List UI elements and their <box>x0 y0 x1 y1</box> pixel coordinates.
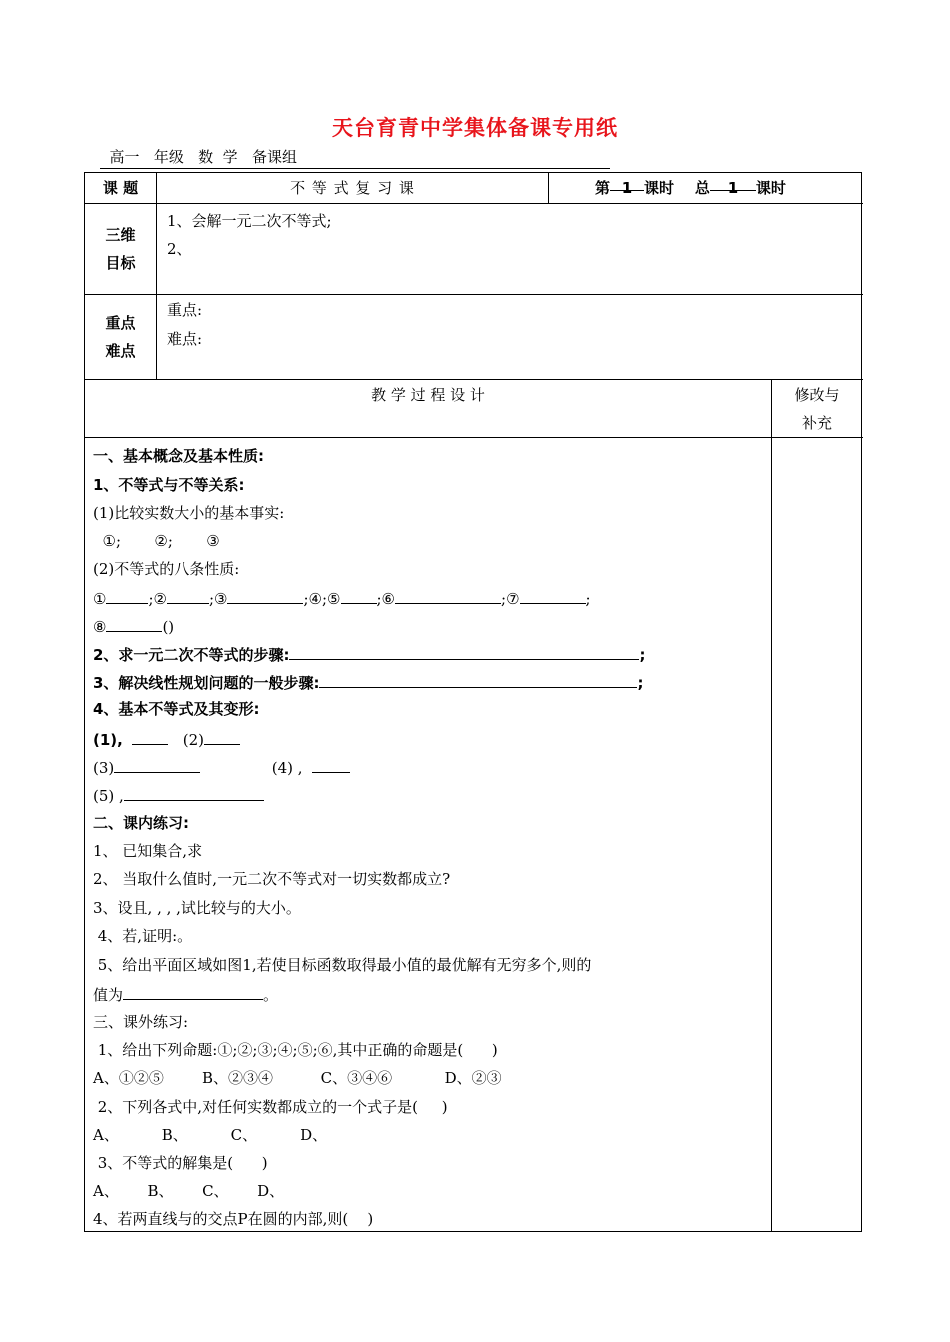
topic-label: 课 题 <box>102 179 139 197</box>
content-line: (2)不等式的八条性质: <box>93 560 240 578</box>
grade-subject-line: 高一 年级 数 学 备课组 <box>100 146 610 169</box>
difficulty-point: 难点: <box>167 330 203 348</box>
process-heading: 教 学 过 程 设 计 <box>371 386 485 404</box>
col-divider <box>548 173 549 203</box>
subsection-heading: 4、基本不等式及其变形: <box>93 700 260 718</box>
homework-options: A、 B、 C、 D、 <box>93 1182 285 1200</box>
homework-item: 2、下列各式中,对任何实数都成立的一个式子是( ) <box>93 1098 448 1116</box>
exercise-item: 值为 。 <box>93 983 278 1005</box>
formula-line: (1), (2) <box>93 728 240 750</box>
formula-line: (3) (4) , <box>93 756 350 778</box>
exercise-item: 3、设且, , , ,试比较与的大小。 <box>93 899 301 917</box>
formula-line: (5) , <box>93 784 264 806</box>
exercise-item: 4、若,证明:。 <box>93 927 193 945</box>
homework-item: 4、若两直线与的交点P在圆的内部,则( ) <box>93 1210 374 1228</box>
section-heading: 一、基本概念及基本性质: <box>93 447 264 465</box>
topic-value: 不 等 式 复 习 课 <box>290 179 415 197</box>
properties-line: ⑧ () <box>93 615 174 637</box>
exercise-item: 2、 当取什么值时,一元二次不等式对一切实数都成立? <box>93 870 451 888</box>
key-point: 重点: <box>167 301 203 319</box>
row-divider <box>85 379 863 380</box>
revision-heading: 修改与 补充 <box>794 386 840 432</box>
content-line: (1)比较实数大小的基本事实: <box>93 504 285 522</box>
homework-item: 1、给出下列命题:①;②;③;④;⑤;⑥,其中正确的命题是( ) <box>93 1041 498 1059</box>
section-heading: 二、课内练习: <box>93 814 189 832</box>
properties-line: ① ;② ;③ ;④;⑤ ;⑥ ;⑦ ; <box>93 587 591 609</box>
exercise-item: 5、给出平面区域如图1,若使目标函数取得最小值的最优解有无穷多个,则的 <box>93 956 592 974</box>
subsection-heading: 1、不等式与不等关系: <box>93 476 245 494</box>
goal-item: 1、会解一元二次不等式; <box>167 212 332 230</box>
exercise-item: 1、 已知集合,求 <box>93 842 203 860</box>
homework-options: A、 B、 C、 D、 <box>93 1126 328 1144</box>
homework-item: 3、不等式的解集是( ) <box>93 1154 268 1172</box>
content-line: ①; ②; ③ <box>93 532 220 550</box>
lesson-count: 第 1 课时 总 1 课时 <box>595 174 786 202</box>
homework-options: A、①②⑤ B、②③④ C、③④⑥ D、②③ <box>93 1069 502 1087</box>
subsection-heading: 2、求一元二次不等式的步骤: ; <box>93 643 645 665</box>
row-divider <box>85 437 863 438</box>
page-title: 天台育青中学集体备课专用纸 <box>332 116 618 140</box>
row-divider <box>85 294 863 295</box>
section-heading: 三、课外练习: <box>93 1013 189 1031</box>
lesson-plan-table <box>84 172 862 1232</box>
col-divider <box>156 173 157 379</box>
goal-item: 2、 <box>167 240 192 258</box>
focus-label: 重点 难点 <box>105 314 136 360</box>
subsection-heading: 3、解决线性规划问题的一般步骤: ; <box>93 671 643 693</box>
col-divider <box>771 379 772 1231</box>
goals-label: 三维 目标 <box>105 226 136 272</box>
row-divider <box>85 203 863 204</box>
